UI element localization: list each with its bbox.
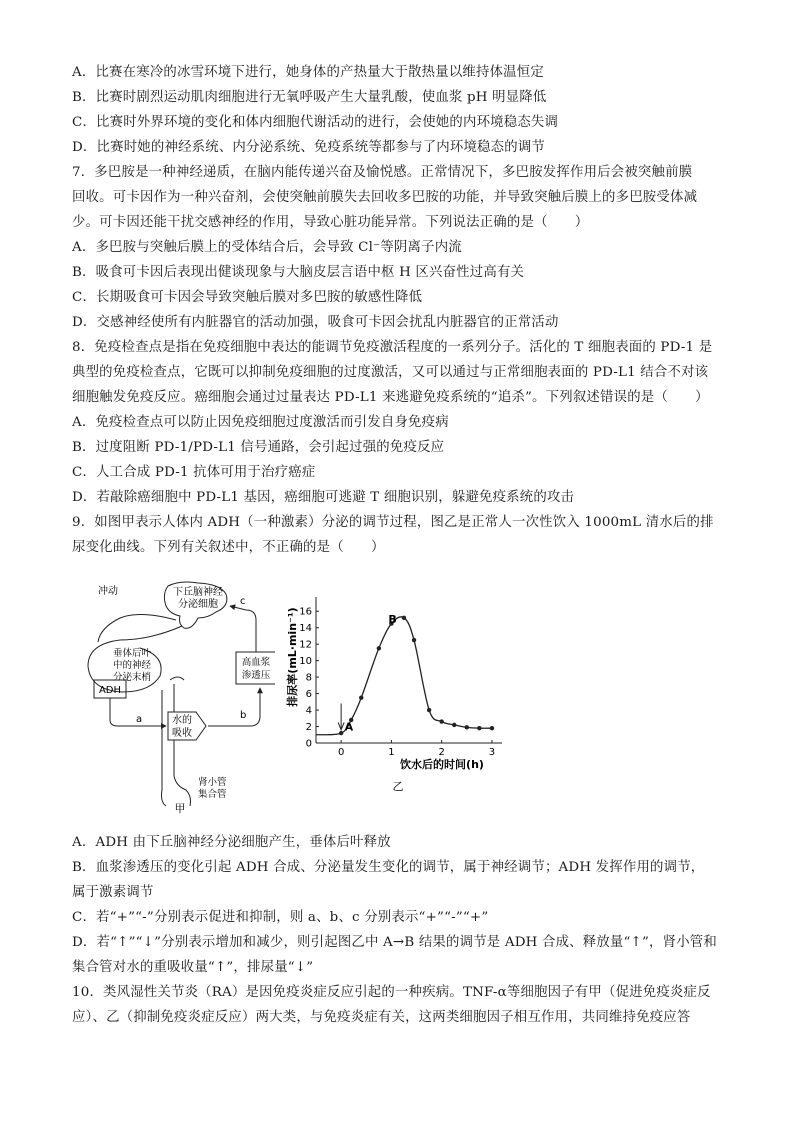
option-6c: C．比赛时外界环境的变化和体内细胞代谢活动的进行，会使她的内环境稳态失调 [72,115,559,130]
marker-a: A [344,720,354,734]
impulse-label: 冲动 [98,586,118,597]
marker-b: B [388,613,397,627]
tubule-label-1: 肾小管 [198,777,227,788]
diagram-jia [80,580,275,815]
y-tick-label: 10 [299,656,312,668]
question-10-stem-2: 应）、乙（抑制免疫炎症反应）两大类，与免疫炎症有关，这两类细胞因子相互作用，共同维持免疫应答 [72,1010,691,1025]
option-8a: A．免疫检查点可以防止因免疫细胞过度激活而引发自身免疫病 [72,415,449,430]
data-point [477,726,481,730]
question-9-stem-1: 9．如图甲表示人体内 ADH（一种激素）分泌的调节过程，图乙是正常人一次性饮入 1000mL 清水后的排 [72,515,714,530]
option-7d: D．交感神经使所有内脏器官的活动加强，吸食可卡因会扰乱内脏器官的正常活动 [72,315,559,330]
pituitary-label-3: 分泌末梢 [113,672,152,683]
tubule-label-2: 集合管 [198,789,227,800]
option-9c: C．若“+”“-”分别表示促进和抑制，则 a、b、c 分别表示“+”“-”“+” [72,910,489,925]
data-point [490,726,494,730]
option-7a: A．多巴胺与突触后膜上的受体结合后，会导致 Cl⁻等阴离子内流 [72,240,462,255]
hypothalamus-label-1: 下丘脑神经 [173,587,223,598]
chart-markers [338,613,397,733]
chart-points [339,616,494,736]
chart-yi [280,585,510,800]
option-9b-1: B．血浆渗透压的变化引起 ADH 合成、分泌量发生变化的调节，属于神经调节；ADH 发挥作用的调节， [72,860,705,875]
question-9-stem-2: 尿变化曲线。下列有关叙述中，不正确的是（ ） [72,540,385,555]
water-absorb-label-2: 吸收 [172,728,192,739]
option-8c: C．人工合成 PD-1 抗体可用于治疗癌症 [72,465,316,480]
urine-rate-curve [316,617,492,735]
label-c: c [240,596,246,607]
pituitary-label-1: 垂体后叶 [113,648,152,659]
y-tick-label: 4 [305,705,312,717]
x-tick-label: 1 [388,747,395,758]
data-point [427,708,431,712]
data-point [412,638,416,642]
y-tick-label: 6 [305,689,312,701]
option-8b: B．过度阻断 PD-1/PD-L1 信号通路，会引起过强的免疫反应 [72,440,445,455]
option-6a: A．比赛在寒冷的冰雪环境下进行，她身体的产热量大于散热量以维持体温恒定 [72,65,544,80]
pituitary-label-2: 中的神经 [113,660,152,671]
diagram-jia-caption: 甲 [174,802,186,815]
y-tick-label: 8 [305,672,312,684]
y-tick-label: 16 [299,606,312,618]
y-tick-label: 14 [299,623,312,635]
plasma-label-2: 渗透压 [241,670,271,681]
data-point [465,725,469,729]
adh-label: ADH [98,685,122,696]
data-point [339,731,343,735]
chart-x-axis-label: 饮水后的时间(h) [400,758,484,771]
water-absorb-label-1: 水的 [172,715,192,726]
option-7b: B．吸食可卡因后表现出健谈现象与大脑皮层言语中枢 H 区兴奋性过高有关 [72,265,525,280]
data-point [359,696,363,700]
chart-caption: 乙 [392,780,404,793]
question-8-stem-3: 细胞触发免疫反应。癌细胞会通过过量表达 PD-L1 来逃避免疫系统的“追杀”。下列叙述错误的是（ ） [72,390,709,405]
chart-y-axis-label: 排尿率(mL·min⁻¹) [286,607,299,707]
question-7-stem-1: 7．多巴胺是一种神经递质，在脑内能传递兴奋及愉悦感。正常情况下，多巴胺发挥作用后会被突触前膜 [72,165,693,180]
data-point [402,616,406,620]
question-8-stem-1: 8．免疫检查点是指在免疫细胞中表达的能调节免疫激活程度的一系列分子。活化的 T 细胞表面的 PD-1 是 [72,340,713,355]
option-9b-2: 属于激素调节 [72,885,154,900]
hypothalamus-label-2: 分泌细胞 [178,599,218,610]
data-point [439,719,443,723]
option-8d: D．若敲除癌细胞中 PD-L1 基因，癌细胞可逃避 T 细胞识别，躲避免疫系统的攻击 [72,490,575,505]
chart-line-series [316,617,492,735]
label-a: a [136,714,143,725]
option-9d-1: D．若“↑”“↓”分别表示增加和减少，则引起图乙中 A→B 结果的调节是 ADH 合成、释放量“↑”，肾小管和 [72,935,717,950]
y-tick-label: 2 [305,722,312,734]
question-10-stem-1: 10．类风湿性关节炎（RA）是因免疫炎症反应引起的一种疾病。TNF-α等细胞因子有甲（促进免疫炎症反 [72,985,711,1000]
question-7-stem-3: 少。可卡因还能干扰交感神经的作用，导致心脏功能异常。下列说法正确的是（ ） [72,215,589,230]
x-tick-label: 0 [337,747,345,758]
question-8-stem-2: 典型的免疫检查点，它既可以抑制免疫细胞的过度激活，又可以通过与正常细胞表面的 PD-L1 结合不对该 [72,365,709,380]
question-7-stem-2: 回收。可卡因作为一种兴奋剂，会使突触前膜失去回收多巴胺的功能，并导致突触后膜上的多巴胺受体减 [72,190,698,205]
y-tick-label: 12 [299,639,312,651]
option-7c: C．长期吸食可卡因会导致突触后膜对多巴胺的敏感性降低 [72,290,423,305]
plasma-label-1: 高血浆 [241,657,271,668]
x-tick-label: 3 [488,747,496,758]
data-point [452,723,456,727]
option-6d: D．比赛时她的神经系统、内分泌系统、免疫系统等都参与了内环境稳态的调节 [72,140,546,155]
tubule-shape [162,677,191,806]
option-9d-2: 集合管对水的重吸收量“↑”，排尿量“↓” [72,960,314,975]
y-tick-label: 0 [305,738,312,750]
label-b: b [240,710,247,721]
option-6b: B．比赛时剧烈运动肌肉细胞进行无氧呼吸产生大量乳酸，使血浆 pH 明显降低 [72,90,547,105]
x-tick-label: 2 [438,747,445,758]
data-point [377,646,381,650]
option-9a: A．ADH 由下丘脑神经分泌细胞产生，垂体后叶释放 [72,835,391,850]
